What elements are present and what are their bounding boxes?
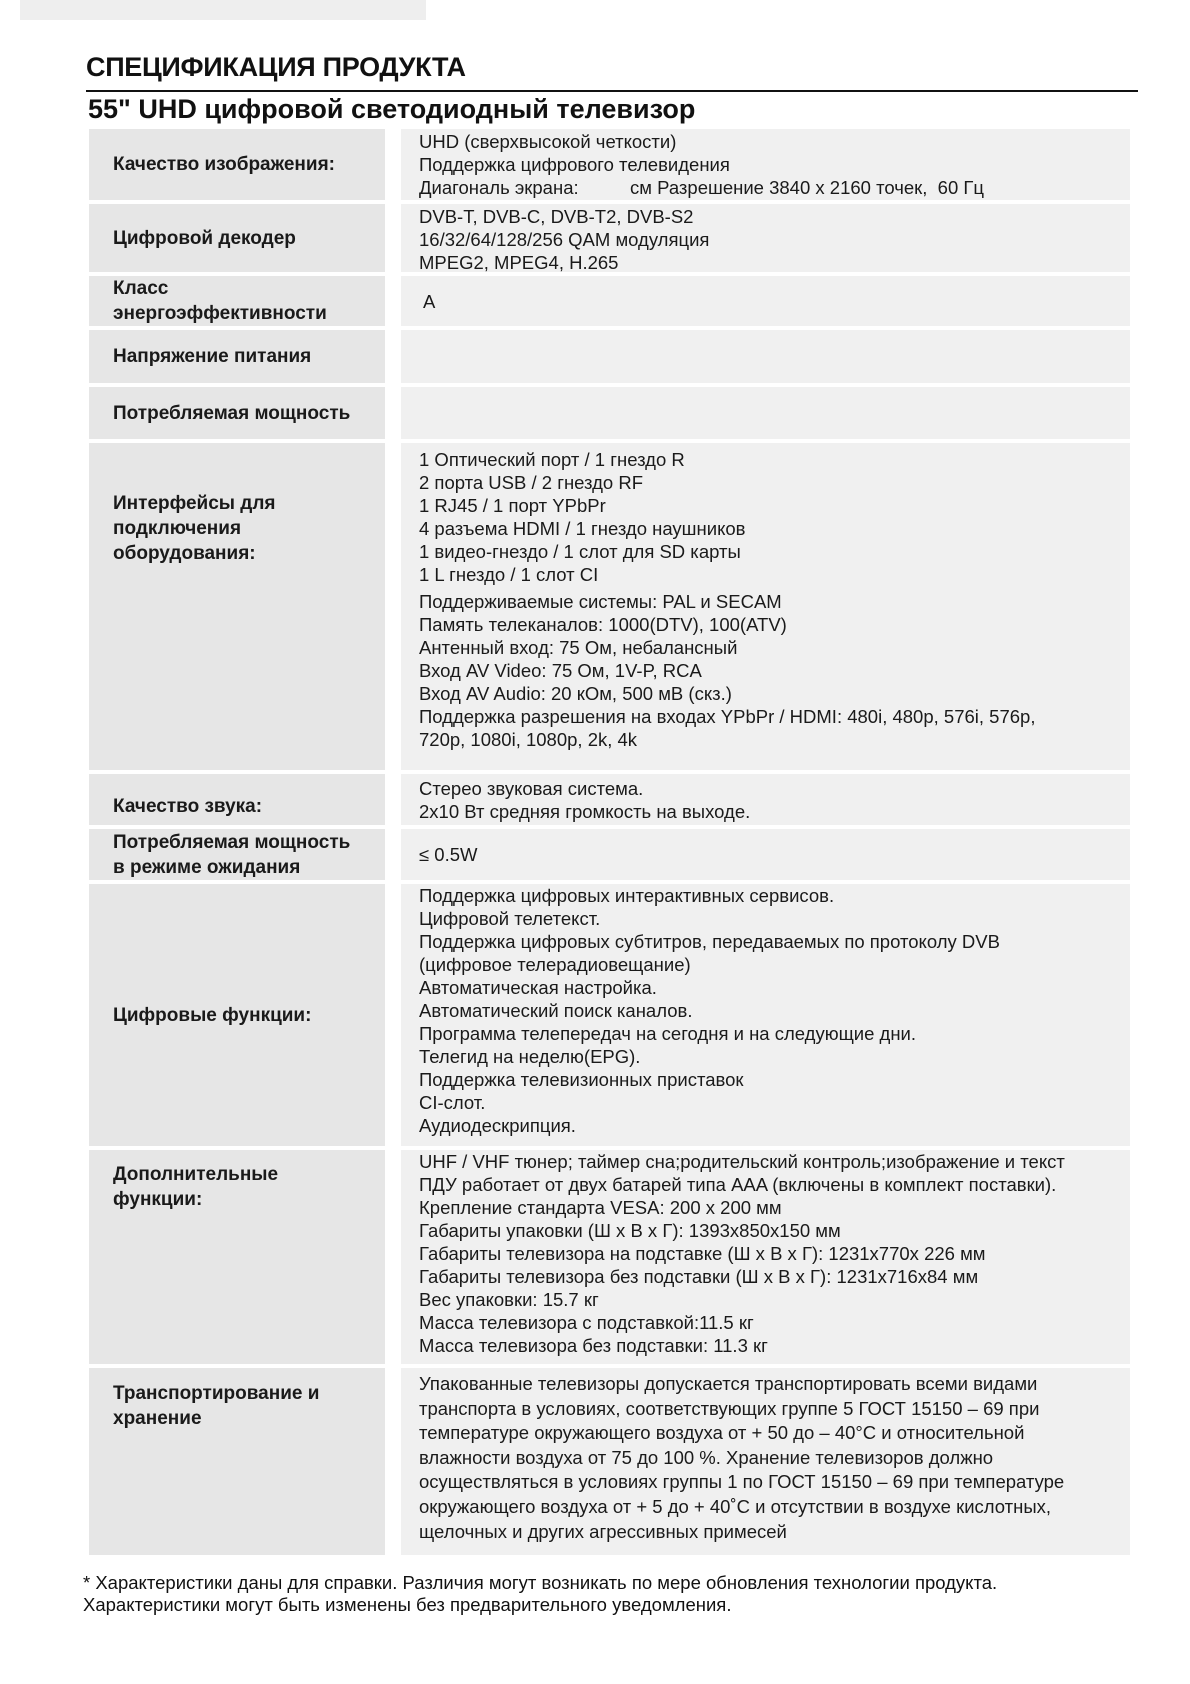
- spec-line: Вход AV Video: 75 Ом, 1V-P, RCA: [419, 660, 702, 681]
- spec-label: Цифровой декодер: [89, 204, 385, 272]
- spec-line: температуре окружающего воздуха от + 50 до – 40°С и относительной: [419, 1422, 1025, 1444]
- spec-row-transport-storage: [89, 1368, 1130, 1555]
- spec-value: [401, 829, 1130, 880]
- spec-line: Поддержка цифровых субтитров, передаваемых по протоколу DVB: [419, 931, 1000, 952]
- spec-line: Аудиодескрипция.: [419, 1115, 576, 1136]
- spec-line: Стерео звуковая система.: [419, 778, 644, 799]
- spec-line: 2 порта USB / 2 гнездо RF: [419, 472, 644, 493]
- spec-line: Масса телевизора с подставкой:11.5 кг: [419, 1312, 754, 1333]
- spec-row-energy-class: [89, 276, 1130, 326]
- spec-line: Цифровой телетекст.: [419, 908, 601, 929]
- title-divider: [86, 90, 1138, 92]
- spec-line: ПДУ работает от двух батарей типа AAA (включены в комплект поставки).: [419, 1174, 1057, 1195]
- spec-row-power-consumption: [89, 387, 1130, 439]
- spec-label: Качество звука:: [89, 774, 385, 825]
- spec-line: MPEG2, MPEG4, H.265: [419, 252, 619, 273]
- spec-line: (цифровое телерадиовещание): [419, 954, 691, 975]
- spec-line: Крепление стандарта VESA: 200 x 200 мм: [419, 1197, 782, 1218]
- spec-line: Автоматический поиск каналов.: [419, 1000, 693, 1021]
- footnote-line: * Характеристики даны для справки. Различия могут возникать по мере обновления технологии продукта.: [83, 1572, 998, 1593]
- spec-line: 2x10 Вт средняя громкость на выходе.: [419, 801, 751, 822]
- spec-line: 1 L гнездо / 1 слот CI: [419, 564, 599, 585]
- spec-line: Вес упаковки: 15.7 кг: [419, 1289, 599, 1310]
- spec-line: Габариты упаковки (Ш x В x Г): 1393x850x150 мм: [419, 1220, 841, 1241]
- spec-line: Габариты телевизора на подставке (Ш x В x Г): 1231x770x 226 мм: [419, 1243, 986, 1264]
- spec-line: Память телеканалов: 1000(DTV), 100(ATV): [419, 614, 787, 635]
- spec-label: Класс энергоэффективности: [89, 276, 385, 326]
- spec-row-supply-voltage: [89, 330, 1130, 383]
- spec-value: [401, 276, 1130, 326]
- spec-line: Автоматическая настройка.: [419, 977, 657, 998]
- spec-line: Диагональ экрана: см Разрешение 3840 x 2160 точек, 60 Гц: [419, 177, 984, 198]
- spec-value: [401, 330, 1130, 383]
- spec-table: [89, 129, 1130, 1559]
- spec-label: Качество изображения:: [89, 129, 385, 200]
- spec-row-standby-power: [89, 829, 1130, 880]
- spec-line: Габариты телевизора без подставки (Ш x В x Г): 1231x716x84 мм: [419, 1266, 979, 1287]
- spec-line: ≤ 0.5W: [419, 844, 478, 865]
- spec-value: [401, 129, 1130, 200]
- spec-row-sound-quality: [89, 774, 1130, 825]
- spec-label: Потребляемая мощность: [89, 387, 385, 439]
- spec-label: Интерфейсы для подключения оборудования:: [89, 443, 385, 770]
- spec-line: Поддержка цифрового телевидения: [419, 154, 730, 175]
- spec-value: [401, 204, 1130, 272]
- spec-line: Поддержка цифровых интерактивных сервисов.: [419, 885, 835, 906]
- spec-label: Транспортирование и хранение: [89, 1368, 385, 1555]
- spec-line: 720p, 1080i, 1080p, 2k, 4k: [419, 729, 638, 750]
- product-subtitle: 55" UHD цифровой светодиодный телевизор: [88, 94, 696, 124]
- spec-line: UHF / VHF тюнер; таймер сна;родительский контроль;изображение и текст: [419, 1151, 1065, 1172]
- spec-line: окружающего воздуха от + 5 до + 40˚С и отсутствии в воздухе кислотных,: [419, 1495, 1052, 1517]
- footnote: [83, 1572, 1163, 1616]
- spec-line: DVB-T, DVB-C, DVB-T2, DVB-S2: [419, 206, 694, 227]
- spec-value: [401, 387, 1130, 439]
- spec-line: Антенный вход: 75 Ом, небалансный: [419, 637, 738, 658]
- spec-value: [401, 1150, 1130, 1364]
- spec-line: влажности воздуха от 75 до 100 %. Хранение телевизоров должно: [419, 1446, 994, 1468]
- spec-line: CI-слот.: [419, 1092, 486, 1113]
- spec-row-additional-functions: [89, 1150, 1130, 1364]
- spec-line: A: [423, 290, 436, 312]
- spec-row-digital-decoder: [89, 204, 1130, 272]
- spec-line: Упакованные телевизоры допускается транспортировать всеми видами: [419, 1373, 1038, 1394]
- spec-line: Поддержка разрешения на входах YPbPr / HDMI: 480i, 480p, 576i, 576p,: [419, 706, 1036, 727]
- spec-line: Поддержка телевизионных приставок: [419, 1069, 744, 1090]
- spec-line: Телегид на неделю(EPG).: [419, 1046, 641, 1067]
- spec-row-picture-quality: [89, 129, 1130, 200]
- spec-line: 16/32/64/128/256 QAM модуляция: [419, 229, 710, 250]
- top-tab-decoration: [20, 0, 426, 20]
- spec-line: Программа телепередач на сегодня и на следующие дни.: [419, 1023, 917, 1044]
- spec-line: осуществляться в условиях группы 1 по ГОСТ 15150 – 69 при температуре: [419, 1471, 1065, 1493]
- spec-line: транспорта в условиях, соответствующих группе 5 ГОСТ 15150 – 69 при: [419, 1397, 1040, 1419]
- footnote-line: Характеристики могут быть изменены без предварительного уведомления.: [83, 1594, 732, 1615]
- spec-line: Поддерживаемые системы: PAL и SECAM: [419, 591, 782, 612]
- spec-value: [401, 884, 1130, 1146]
- spec-value: [401, 443, 1130, 770]
- spec-value: [401, 774, 1130, 825]
- spec-value: [401, 1368, 1130, 1555]
- spec-line: 4 разъема HDMI / 1 гнездо наушников: [419, 518, 746, 539]
- spec-line: 1 видео-гнездо / 1 слот для SD карты: [419, 541, 741, 562]
- spec-line: 1 Оптический порт / 1 гнездо R: [419, 449, 685, 470]
- spec-label: Дополнительные функции:: [89, 1150, 385, 1364]
- spec-line: Масса телевизора без подставки: 11.3 кг: [419, 1335, 768, 1356]
- spec-line: 1 RJ45 / 1 порт YPbPr: [419, 495, 606, 516]
- spec-line: Вход AV Audio: 20 кОм, 500 мВ (скз.): [419, 683, 732, 704]
- spec-label: Напряжение питания: [89, 330, 385, 383]
- spec-row-digital-functions: [89, 884, 1130, 1146]
- spec-line: щелочных и других агрессивных примесей: [419, 1520, 787, 1542]
- spec-line: UHD (сверхвысокой четкости): [419, 131, 677, 152]
- spec-row-interfaces: [89, 443, 1130, 770]
- spec-label: Цифровые функции:: [89, 884, 385, 1146]
- spec-label: Потребляемая мощность в режиме ожидания: [89, 829, 385, 880]
- document-title: СПЕЦИФИКАЦИЯ ПРОДУКТА: [86, 52, 466, 82]
